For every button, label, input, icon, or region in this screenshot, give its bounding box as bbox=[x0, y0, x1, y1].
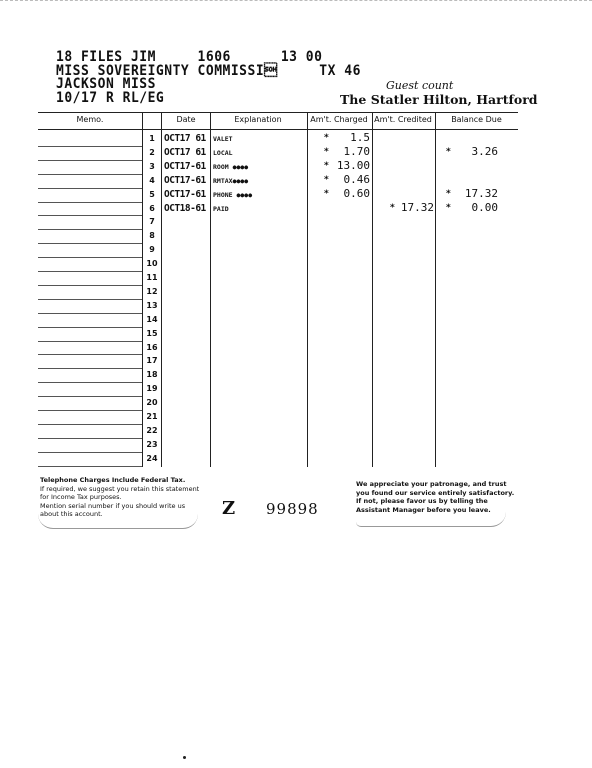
ledger-row-line bbox=[38, 174, 142, 175]
ledger-row-line bbox=[38, 271, 142, 272]
ledger-table bbox=[38, 112, 518, 467]
line-number: 17 bbox=[146, 356, 158, 366]
line-number: 5 bbox=[149, 189, 155, 199]
col-divider bbox=[372, 113, 373, 467]
col-memo: Memo. bbox=[76, 115, 104, 124]
serial-number: 99898 bbox=[266, 500, 319, 518]
ledger-row-line bbox=[38, 202, 142, 203]
guest-info-block bbox=[56, 50, 361, 104]
ledger-row-line bbox=[38, 257, 142, 258]
col-divider bbox=[210, 113, 211, 467]
line-number: 2 bbox=[149, 147, 155, 157]
hotel-name: The Statler Hilton, Hartford bbox=[340, 92, 538, 107]
line-number: 8 bbox=[149, 231, 155, 241]
line-number: 23 bbox=[146, 439, 158, 449]
patronage-note: We appreciate your patronage, and trust you found our service entirely satisfactory. If not, please favor us by telling the Assistant Manager before you leave. bbox=[356, 480, 515, 514]
ledger-row-line bbox=[38, 327, 142, 328]
asterisk-mark: * bbox=[324, 160, 329, 171]
guest-line-3: JACKSON MISS bbox=[56, 75, 156, 93]
ledger-row-line bbox=[38, 299, 142, 300]
entry-balance: 0.00 bbox=[471, 200, 498, 214]
col-credited: Am't. Credited bbox=[374, 115, 432, 124]
line-number: 7 bbox=[149, 217, 155, 227]
asterisk-mark: * bbox=[324, 174, 329, 185]
asterisk-mark: * bbox=[324, 133, 329, 143]
ledger-row-line bbox=[38, 188, 142, 189]
ledger-row-line bbox=[38, 354, 142, 355]
entry-explanation: RMTAX●●●● bbox=[213, 176, 249, 185]
ledger-row-line bbox=[38, 313, 142, 314]
entry-credited: 17.32 bbox=[400, 200, 434, 214]
col-balance: Balance Due bbox=[451, 115, 502, 124]
col-charged: Am't. Charged bbox=[310, 115, 368, 124]
entry-charged: 0.46 bbox=[343, 172, 370, 186]
ledger-header bbox=[38, 113, 518, 130]
col-divider bbox=[161, 113, 162, 467]
entry-charged: 1.5 bbox=[350, 131, 370, 144]
serial-letter: Z bbox=[222, 498, 236, 519]
ledger-row-line bbox=[38, 160, 142, 161]
entry-balance: 3.26 bbox=[471, 144, 498, 158]
entry-date: OCT18-61 bbox=[164, 202, 206, 214]
ledger-row-line bbox=[38, 396, 142, 397]
line-number: 22 bbox=[146, 425, 158, 435]
entry-charged: 0.60 bbox=[343, 186, 370, 200]
line-number: 21 bbox=[146, 412, 158, 421]
ledger-row-line bbox=[38, 382, 142, 383]
line-number: 19 bbox=[146, 384, 158, 394]
ledger-row-line bbox=[38, 215, 142, 216]
ledger-row-line bbox=[38, 285, 142, 286]
serial-number-block bbox=[222, 498, 319, 519]
ledger-row-line bbox=[38, 452, 142, 453]
line-number: 24 bbox=[146, 453, 158, 463]
line-number: 15 bbox=[146, 328, 158, 338]
ledger-row-line bbox=[38, 410, 142, 411]
entry-explanation: PHONE ●●●● bbox=[213, 190, 253, 199]
tax-note bbox=[40, 476, 200, 519]
ledger-row-line bbox=[38, 368, 142, 369]
line-number: 20 bbox=[146, 398, 158, 408]
entry-charged: 1.70 bbox=[343, 144, 370, 158]
line-number: 13 bbox=[146, 300, 158, 310]
asterisk-mark: * bbox=[446, 146, 451, 157]
col-explanation: Explanation bbox=[234, 115, 282, 124]
entry-charged: 13.00 bbox=[336, 158, 370, 172]
asterisk-mark: * bbox=[390, 202, 395, 213]
ledger-row-line bbox=[38, 341, 142, 342]
col-divider bbox=[307, 113, 308, 467]
line-number: 11 bbox=[146, 273, 158, 282]
entry-explanation: ROOM ●●●● bbox=[213, 162, 249, 171]
col-divider bbox=[142, 113, 143, 467]
ledger-row-line bbox=[38, 146, 142, 147]
ledger-row-line bbox=[38, 243, 142, 244]
entry-date: OCT17 61 bbox=[164, 133, 206, 144]
line-number: 4 bbox=[149, 175, 155, 185]
entry-date: OCT17-61 bbox=[164, 174, 206, 186]
tax-note-title: Telephone Charges Include Federal Tax. bbox=[40, 476, 186, 484]
ledger-row-line bbox=[38, 466, 142, 467]
decorative-curve bbox=[38, 514, 198, 529]
line-number: 18 bbox=[146, 370, 158, 380]
ledger-row-line bbox=[38, 424, 142, 425]
ledger-row-line bbox=[38, 438, 142, 439]
line-number: 16 bbox=[146, 342, 158, 352]
asterisk-mark: * bbox=[446, 202, 451, 213]
line-number: 3 bbox=[149, 161, 155, 171]
entry-balance: 17.32 bbox=[464, 186, 498, 200]
perforated-edge bbox=[0, 0, 592, 7]
serial-note: Mention serial number if you should write us about this account. bbox=[40, 501, 186, 518]
guest-line-4: 10/17 R RL/EG bbox=[56, 89, 165, 106]
line-number: 12 bbox=[146, 286, 158, 296]
guest-account-label: Guest count bbox=[386, 79, 454, 92]
line-number: 14 bbox=[146, 314, 158, 324]
line-number: 6 bbox=[149, 203, 155, 213]
line-number: 10 bbox=[146, 259, 158, 269]
col-date: Date bbox=[176, 115, 196, 124]
guest-line-1: 18 FILES JIM 1606 13 00 bbox=[56, 48, 323, 66]
entry-date: OCT17-61 bbox=[164, 160, 206, 172]
asterisk-mark: * bbox=[324, 188, 329, 199]
col-divider bbox=[435, 113, 436, 467]
entry-explanation: VALET bbox=[213, 135, 233, 143]
decorative-curve bbox=[356, 512, 506, 527]
entry-explanation: LOCAL bbox=[213, 148, 233, 157]
line-number: 9 bbox=[149, 245, 155, 255]
asterisk-mark: * bbox=[324, 146, 329, 157]
guest-line-2: MISS SOVEREIGNTY COMMISSI TX 46 bbox=[56, 62, 361, 79]
entry-date: OCT17-61 bbox=[164, 188, 206, 200]
tax-note-body: If required, we suggest you retain this statement for Income Tax purposes. bbox=[40, 484, 200, 501]
entry-date: OCT17 61 bbox=[164, 146, 206, 158]
punch-dot bbox=[183, 756, 186, 759]
asterisk-mark: * bbox=[446, 188, 451, 199]
entry-explanation: PAID bbox=[213, 204, 229, 213]
ledger-row-line bbox=[38, 229, 142, 230]
line-number: 1 bbox=[149, 134, 155, 143]
